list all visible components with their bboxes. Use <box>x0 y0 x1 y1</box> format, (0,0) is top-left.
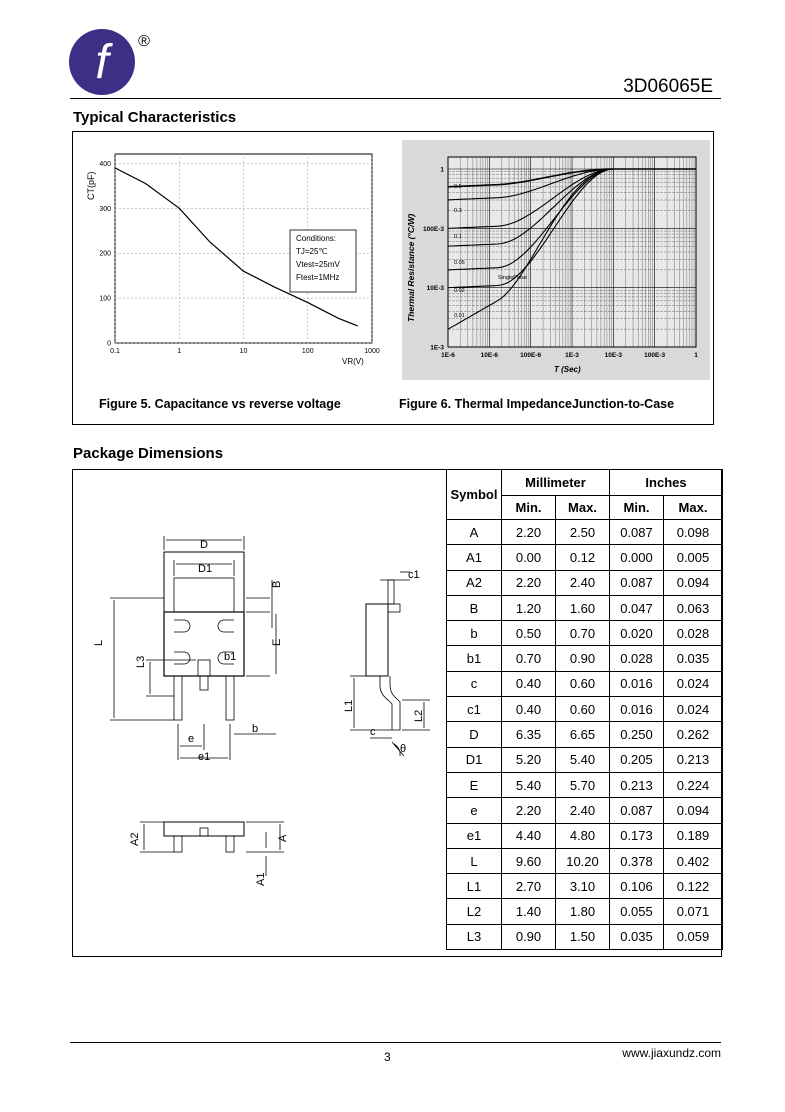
table-row <box>447 798 723 823</box>
value-cell: 0.122 <box>664 874 723 899</box>
value-cell: 0.250 <box>610 722 664 747</box>
value-cell: 0.50 <box>502 621 556 646</box>
dim-label: A2 <box>129 832 141 846</box>
condition-line: Vtest=25mV <box>296 260 340 269</box>
page-number: 3 <box>384 1050 391 1064</box>
x-tick-label: 1 <box>177 348 182 355</box>
value-cell: 0.087 <box>610 570 664 595</box>
dim-label: b <box>252 723 259 735</box>
dim-label: A1 <box>255 872 267 886</box>
symbol-cell: c <box>447 671 502 696</box>
table-row <box>447 848 723 873</box>
curve-label: SinglePulse <box>498 275 528 281</box>
value-cell: 2.20 <box>502 798 556 823</box>
dim-label: e <box>188 733 195 745</box>
symbol-cell: D <box>447 722 502 747</box>
value-cell: 0.70 <box>502 646 556 671</box>
table-row <box>447 671 723 696</box>
x-tick-label: 10E-6 <box>480 352 499 359</box>
value-cell: 2.20 <box>502 520 556 545</box>
value-cell: 4.80 <box>556 823 610 848</box>
table-row <box>447 722 723 747</box>
y-axis-label: CT(pF) <box>86 171 96 200</box>
y-tick-label: 100E-3 <box>423 225 444 233</box>
value-cell: 0.016 <box>610 697 664 722</box>
value-cell: 0.063 <box>664 595 723 620</box>
symbol-cell: D1 <box>447 747 502 772</box>
value-cell: 0.205 <box>610 747 664 772</box>
x-tick-label: 1E-3 <box>565 352 579 359</box>
table-row <box>447 697 723 722</box>
value-cell: 0.047 <box>610 595 664 620</box>
value-cell: 0.028 <box>610 646 664 671</box>
value-cell: 0.60 <box>556 671 610 696</box>
symbol-cell: L1 <box>447 874 502 899</box>
value-cell: 2.40 <box>556 570 610 595</box>
value-cell: 0.024 <box>664 671 723 696</box>
dim-label: L <box>93 639 105 646</box>
x-tick-label: 1E-6 <box>441 352 455 359</box>
y-tick-label: 1E-3 <box>430 344 444 352</box>
x-tick-label: 10 <box>239 348 248 355</box>
value-cell: 0.213 <box>610 772 664 797</box>
y-tick-label: 200 <box>99 250 111 258</box>
symbol-cell: L3 <box>447 924 502 949</box>
value-cell: 0.055 <box>610 899 664 924</box>
value-cell: 0.028 <box>664 621 723 646</box>
value-cell: 0.00 <box>502 545 556 570</box>
value-cell: 0.173 <box>610 823 664 848</box>
curve-label: 0.02 <box>454 288 465 294</box>
value-cell: 0.071 <box>664 899 723 924</box>
x-tick-label: 100 <box>301 348 314 355</box>
value-cell: 0.087 <box>610 520 664 545</box>
dim-label: c1 <box>408 569 420 581</box>
x-tick-label: 1 <box>694 352 698 359</box>
value-cell: 0.40 <box>502 697 556 722</box>
y-tick-label: 100 <box>99 295 111 303</box>
x-axis-label: T (Sec) <box>554 365 581 374</box>
section-title-package-dimensions: Package Dimensions <box>73 445 224 462</box>
value-cell: 3.10 <box>556 874 610 899</box>
value-cell: 0.12 <box>556 545 610 570</box>
column-header-max: Max. <box>556 496 610 520</box>
symbol-cell: L <box>447 848 502 873</box>
value-cell: 1.60 <box>556 595 610 620</box>
dim-label: E <box>271 638 283 646</box>
y-tick-label: 10E-3 <box>426 285 444 293</box>
dim-label: D1 <box>198 563 213 575</box>
footer-divider <box>70 1042 721 1043</box>
table-row <box>447 570 723 595</box>
company-logo <box>68 28 158 98</box>
symbol-cell: A1 <box>447 545 502 570</box>
dimensions-table <box>446 469 723 950</box>
value-cell: 0.90 <box>502 924 556 949</box>
x-tick-label: 100E-3 <box>644 352 666 359</box>
symbol-cell: L2 <box>447 899 502 924</box>
header-divider <box>70 98 721 99</box>
table-row <box>447 924 723 949</box>
table-row <box>447 747 723 772</box>
table-row <box>447 595 723 620</box>
symbol-cell: b1 <box>447 646 502 671</box>
value-cell: 0.016 <box>610 671 664 696</box>
value-cell: 0.094 <box>664 570 723 595</box>
value-cell: 1.50 <box>556 924 610 949</box>
value-cell: 2.70 <box>502 874 556 899</box>
value-cell: 0.059 <box>664 924 723 949</box>
value-cell: 0.087 <box>610 798 664 823</box>
x-tick-label: 100E-6 <box>520 352 542 359</box>
x-tick-label: 1000 <box>364 348 380 355</box>
part-number: 3D06065E <box>623 76 713 97</box>
symbol-cell: A2 <box>447 570 502 595</box>
symbol-cell: A <box>447 520 502 545</box>
dim-label: L1 <box>343 699 355 712</box>
value-cell: 0.378 <box>610 848 664 873</box>
table-row <box>447 621 723 646</box>
value-cell: 0.40 <box>502 671 556 696</box>
column-header-min: Min. <box>502 496 556 520</box>
value-cell: 1.80 <box>556 899 610 924</box>
dim-label: B <box>271 580 283 588</box>
symbol-cell: e <box>447 798 502 823</box>
condition-line: TJ=25℃ <box>296 247 328 256</box>
y-tick-label: 1 <box>440 166 444 174</box>
value-cell: 0.213 <box>664 747 723 772</box>
package-outline-drawing <box>80 520 440 900</box>
column-header-millimeter: Millimeter <box>502 470 610 496</box>
thermal-impedance-chart <box>402 140 710 380</box>
value-cell: 2.20 <box>502 570 556 595</box>
condition-line: Ftest=1MHz <box>296 273 340 282</box>
value-cell: 1.20 <box>502 595 556 620</box>
symbol-cell: E <box>447 772 502 797</box>
value-cell: 0.000 <box>610 545 664 570</box>
table-row <box>447 520 723 545</box>
table-row <box>447 823 723 848</box>
value-cell: 0.60 <box>556 697 610 722</box>
figure-5-caption: Figure 5. Capacitance vs reverse voltage <box>99 397 341 411</box>
logo-letter: f <box>95 36 109 89</box>
registered-mark: ® <box>138 33 150 50</box>
section-title-typical-characteristics: Typical Characteristics <box>73 109 237 126</box>
y-axis-label: Thermal Resistance (°C/W) <box>406 213 416 322</box>
symbol-cell: c1 <box>447 697 502 722</box>
value-cell: 2.40 <box>556 798 610 823</box>
value-cell: 0.262 <box>664 722 723 747</box>
column-header-inches: Inches <box>610 470 723 496</box>
condition-line: Conditions: <box>296 234 337 243</box>
dim-label: e1 <box>198 751 211 763</box>
dim-label: c <box>370 726 376 738</box>
y-tick-label: 0 <box>107 340 111 348</box>
x-tick-label: 10E-3 <box>604 352 623 359</box>
value-cell: 0.224 <box>664 772 723 797</box>
capacitance-chart <box>80 140 390 380</box>
value-cell: 0.024 <box>664 697 723 722</box>
table-row <box>447 772 723 797</box>
dim-label: θ <box>400 743 407 755</box>
table-row <box>447 874 723 899</box>
value-cell: 10.20 <box>556 848 610 873</box>
value-cell: 0.90 <box>556 646 610 671</box>
table-row <box>447 545 723 570</box>
symbol-cell: e1 <box>447 823 502 848</box>
value-cell: 1.40 <box>502 899 556 924</box>
column-header-min: Min. <box>610 496 664 520</box>
symbol-cell: B <box>447 595 502 620</box>
dim-label: A <box>277 834 289 842</box>
curve-label: 0.01 <box>454 313 465 319</box>
curve-label: 0.3 <box>454 208 462 214</box>
value-cell: 2.50 <box>556 520 610 545</box>
column-header-max: Max. <box>664 496 723 520</box>
table-row <box>447 646 723 671</box>
figure-6-caption: Figure 6. Thermal ImpedanceJunction-to-Case <box>399 397 675 411</box>
table-row <box>447 899 723 924</box>
value-cell: 0.098 <box>664 520 723 545</box>
value-cell: 6.65 <box>556 722 610 747</box>
value-cell: 0.005 <box>664 545 723 570</box>
value-cell: 9.60 <box>502 848 556 873</box>
value-cell: 0.70 <box>556 621 610 646</box>
value-cell: 0.020 <box>610 621 664 646</box>
value-cell: 5.20 <box>502 747 556 772</box>
website-url: www.jiaxundz.com <box>622 1046 721 1060</box>
value-cell: 5.40 <box>502 772 556 797</box>
value-cell: 6.35 <box>502 722 556 747</box>
value-cell: 0.094 <box>664 798 723 823</box>
x-axis-label: VR(V) <box>342 357 364 366</box>
curve-label: 0.05 <box>454 260 465 266</box>
value-cell: 5.70 <box>556 772 610 797</box>
symbol-cell: b <box>447 621 502 646</box>
dim-label: L3 <box>135 655 147 668</box>
column-header-symbol: Symbol <box>447 470 502 520</box>
curve-label: 0.5 <box>454 184 462 190</box>
value-cell: 0.035 <box>664 646 723 671</box>
y-tick-label: 400 <box>99 160 111 168</box>
value-cell: 4.40 <box>502 823 556 848</box>
curve-label: 0.1 <box>454 234 462 240</box>
value-cell: 0.106 <box>610 874 664 899</box>
dim-label: D <box>200 539 208 551</box>
dim-label: L2 <box>413 709 425 722</box>
dim-label: b1 <box>224 651 237 663</box>
y-tick-label: 300 <box>99 205 111 213</box>
value-cell: 5.40 <box>556 747 610 772</box>
value-cell: 0.402 <box>664 848 723 873</box>
value-cell: 0.035 <box>610 924 664 949</box>
x-tick-label: 0.1 <box>110 348 120 355</box>
value-cell: 0.189 <box>664 823 723 848</box>
